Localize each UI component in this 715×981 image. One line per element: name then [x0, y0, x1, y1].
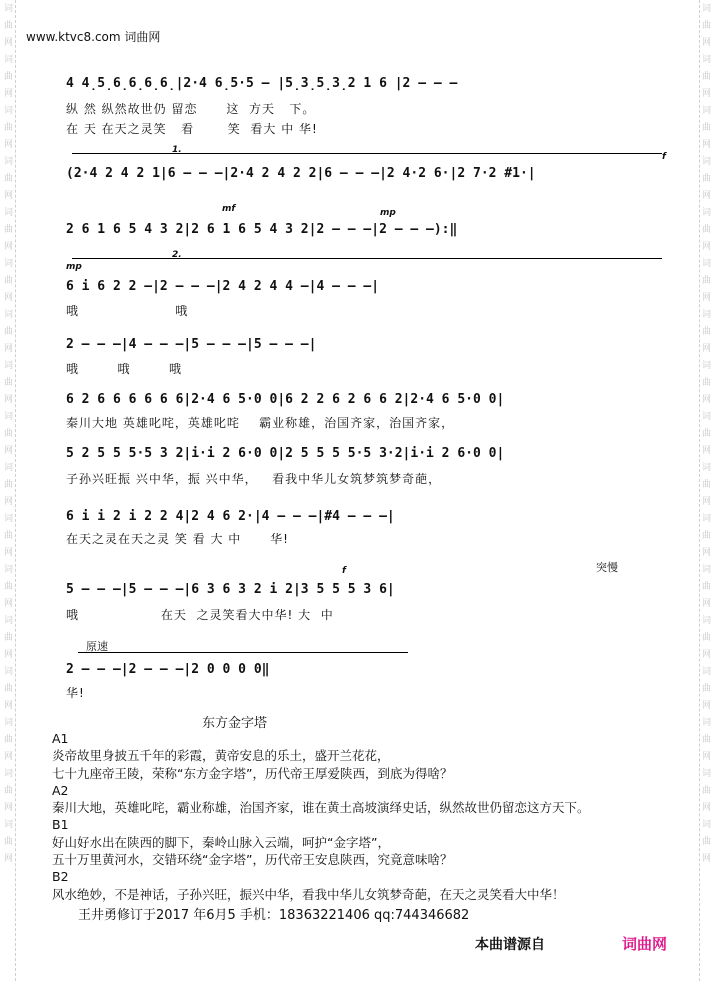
side-watermark-glyph: 网 [3, 242, 13, 252]
side-watermark-glyph: 网 [701, 497, 711, 507]
side-watermark-glyph: 词 [701, 769, 711, 779]
lyrics-line: 七十九座帝王陵，荣称“东方金字塔”，历代帝王厚爱陕西，到底为得啥？ [52, 765, 453, 781]
side-watermark-glyph: 网 [3, 650, 13, 660]
side-watermark-glyph: 网 [3, 854, 13, 864]
site-watermark: www.ktvc8.com 词曲网 [26, 30, 161, 44]
side-watermark-glyph: 网 [701, 293, 711, 303]
lyrics-line: 秦川大地，英雄叱咤，霸业称雄，治国齐家，谁在黄土高坡演绎史话，纵然故世仍留恋这方天下。 [52, 800, 590, 816]
side-watermark-glyph: 曲 [3, 276, 13, 286]
dynamic-mp-1: mp [380, 208, 396, 218]
side-watermark-glyph: 网 [701, 89, 711, 99]
side-watermark-glyph: 网 [3, 395, 13, 405]
side-watermark-glyph: 曲 [701, 735, 711, 745]
side-watermark-glyph: 网 [3, 293, 13, 303]
side-watermark-glyph: 曲 [3, 480, 13, 490]
side-watermark-glyph: 词 [3, 412, 13, 422]
side-watermark-glyph: 网 [701, 701, 711, 711]
score-row-10-notes: 2 – – –|2 – – –|2 0 0 0 0‖ [66, 662, 270, 677]
side-watermark-glyph: 网 [701, 140, 711, 150]
side-watermark-glyph: 曲 [701, 21, 711, 31]
side-watermark-glyph: 网 [3, 701, 13, 711]
score-row-9-lyrics: 哦 在天 之灵笑看大中华! 大 中 [66, 608, 334, 622]
dynamic-f-1: f [662, 152, 666, 162]
side-watermark-glyph: 网 [701, 446, 711, 456]
side-watermark-glyph: 曲 [701, 378, 711, 388]
side-watermark-glyph: 词 [3, 565, 13, 575]
side-watermark-glyph: 词 [3, 55, 13, 65]
side-watermark-glyph: 词 [701, 157, 711, 167]
side-watermark-glyph: 词 [701, 565, 711, 575]
score-row-1-lyrics-2: 在 天 在天之灵笑 看 笑 看大 中 华! [66, 122, 318, 136]
side-watermark-glyph: 词 [3, 616, 13, 626]
side-watermark-glyph: 词 [701, 820, 711, 830]
side-watermark-glyph: 词 [3, 514, 13, 524]
side-watermark-glyph: 词 [701, 208, 711, 218]
right-watermark-strip [699, 0, 713, 981]
lyrics-line: A2 [52, 782, 69, 798]
side-watermark-glyph: 曲 [3, 633, 13, 643]
side-watermark-glyph: 网 [701, 599, 711, 609]
tempo-mark-original: 原速 [86, 640, 108, 653]
volta-1-label: 1. [172, 145, 182, 155]
score-row-8-lyrics: 在天之灵在天之灵 笑 看 大 中 华! [66, 532, 289, 546]
side-watermark-glyph: 曲 [701, 786, 711, 796]
side-watermark-glyph: 网 [3, 191, 13, 201]
side-watermark-glyph: 词 [701, 718, 711, 728]
side-watermark-glyph: 网 [3, 446, 13, 456]
side-watermark-glyph: 网 [701, 38, 711, 48]
side-watermark-glyph: 词 [3, 820, 13, 830]
score-row-9-notes: 5 – – –|5 – – –|6 3 6 3 2 i 2|3 5 5 5 3 6| [66, 582, 395, 597]
side-watermark-glyph: 曲 [701, 429, 711, 439]
side-watermark-glyph: 网 [3, 599, 13, 609]
side-watermark-glyph: 曲 [701, 174, 711, 184]
lyrics-line: 风水绝妙，不是神话，子孙兴旺，振兴中华，看我中华儿女筑梦奇葩，在天之灵笑看大中华！ [52, 886, 565, 902]
score-row-7-lyrics: 子孙兴旺振 兴中华，振 兴中华， 看我中华儿女筑梦筑梦奇葩， [66, 472, 442, 486]
side-watermark-glyph: 网 [701, 650, 711, 660]
side-watermark-glyph: 曲 [3, 735, 13, 745]
lyrics-line: B2 [52, 869, 69, 885]
revision-footer: 王井勇修订于2017 年6月5 手机：18363221406 qq:744346682 [78, 908, 470, 923]
side-watermark-glyph: 曲 [701, 582, 711, 592]
side-watermark-glyph: 曲 [701, 123, 711, 133]
score-row-1-lyrics-1: 纵 然 纵然故世仍 留恋 这 方天 下。 [66, 102, 316, 116]
side-watermark-glyph: 网 [701, 803, 711, 813]
lyrics-line: 五十万里黄河水，交错环绕“金字塔”，历代帝王安息陕西，究竟意味啥？ [52, 852, 453, 868]
side-watermark-glyph: 曲 [3, 582, 13, 592]
hold-line [78, 652, 408, 653]
volta-2-label: 2. [172, 250, 182, 260]
score-row-2-notes: (2·4 2 4 2 1|6 – – –|2·4 2 4 2 2|6 – – –|2 4·2 6·|2 7·2 #1·| [66, 166, 536, 181]
score-row-5-notes: 2 – – –|4 – – –|5 – – –|5 – – –| [66, 337, 317, 352]
score-row-8-notes: 6 i i 2 i 2 2 4|2 4 6 2·|4 – – –|#4 – – –| [66, 509, 395, 524]
dynamic-mp-2: mp [66, 262, 82, 272]
side-watermark-glyph: 词 [701, 259, 711, 269]
side-watermark-glyph: 词 [701, 412, 711, 422]
tempo-mark-slow: 突慢 [596, 561, 618, 574]
score-row-4-notes: 6 i 6 2 2 –|2 – – –|2 4 2 4 4 –|4 – – –| [66, 279, 380, 294]
lyrics-line: 炎帝故里身披五千年的彩霞，黄帝安息的乐土，盛开兰花花， [52, 748, 390, 764]
side-watermark-glyph: 曲 [3, 327, 13, 337]
side-watermark-glyph: 词 [3, 667, 13, 677]
side-watermark-glyph: 曲 [701, 531, 711, 541]
side-watermark-glyph: 曲 [3, 72, 13, 82]
side-watermark-glyph: 曲 [3, 174, 13, 184]
dynamic-mf: mf [222, 204, 236, 214]
side-watermark-glyph: 曲 [3, 786, 13, 796]
side-watermark-glyph: 词 [3, 259, 13, 269]
side-watermark-glyph: 网 [701, 854, 711, 864]
side-watermark-glyph: 词 [3, 310, 13, 320]
side-watermark-glyph: 词 [701, 4, 711, 14]
side-watermark-glyph: 词 [3, 4, 13, 14]
side-watermark-glyph: 词 [701, 361, 711, 371]
source-label: 本曲谱源自 [475, 937, 545, 953]
side-watermark-glyph: 词 [3, 718, 13, 728]
side-watermark-glyph: 网 [3, 140, 13, 150]
side-watermark-glyph: 曲 [701, 72, 711, 82]
side-watermark-glyph: 曲 [3, 225, 13, 235]
side-watermark-glyph: 曲 [3, 531, 13, 541]
lyrics-text-block [52, 730, 692, 903]
score-row-3-notes: 2 6 1 6 5 4 3 2|2 6 1 6 5 4 3 2|2 – – –|2 – – –):‖ [66, 222, 458, 237]
side-watermark-glyph: 曲 [701, 225, 711, 235]
side-watermark-glyph: 网 [701, 344, 711, 354]
score-row-7-notes: 5 2 5 5 5·5 3 2|i·i 2 6·0 0|2 5 5 5 5·5 3·2|i·i 2 6·0 0| [66, 446, 505, 461]
lyrics-line: B1 [52, 817, 69, 833]
side-watermark-glyph: 曲 [701, 276, 711, 286]
volta-bracket-1 [72, 153, 662, 154]
side-watermark-glyph: 曲 [3, 429, 13, 439]
side-watermark-glyph: 曲 [701, 684, 711, 694]
side-watermark-glyph: 词 [3, 361, 13, 371]
side-watermark-glyph: 网 [3, 548, 13, 558]
side-watermark-glyph: 词 [3, 769, 13, 779]
side-watermark-glyph: 网 [3, 752, 13, 762]
score-row-10-lyrics: 华! [66, 686, 85, 700]
side-watermark-glyph: 网 [3, 38, 13, 48]
side-watermark-glyph: 网 [701, 191, 711, 201]
side-watermark-glyph: 词 [701, 616, 711, 626]
side-watermark-glyph: 词 [701, 463, 711, 473]
side-watermark-glyph: 曲 [701, 837, 711, 847]
side-watermark-glyph: 曲 [3, 21, 13, 31]
score-row-6-notes: 6 2 6 6 6 6 6 6|2·4 6 5·0 0|6 2 2 6 2 6 6 2|2·4 6 5·0 0| [66, 392, 505, 407]
side-watermark-glyph: 词 [701, 106, 711, 116]
score-row-4-lyrics: 哦 哦 [66, 304, 189, 318]
side-watermark-glyph: 词 [701, 667, 711, 677]
score-row-6-lyrics: 秦川大地 英雄叱咤，英雄叱咤 霸业称雄，治国齐家，治国齐家， [66, 416, 455, 430]
score-row-1-notes: 4 4̣5̣6̣6̣6̣6̣|2·4 6̣5·5 – |5̣3̣5̣3̣2 1 6 |2 – – – [66, 76, 458, 91]
side-watermark-glyph: 曲 [701, 327, 711, 337]
side-watermark-glyph: 词 [3, 463, 13, 473]
side-watermark-glyph: 网 [701, 548, 711, 558]
side-watermark-glyph: 曲 [3, 837, 13, 847]
side-watermark-glyph: 曲 [3, 123, 13, 133]
lyrics-line: A1 [52, 731, 69, 746]
side-watermark-glyph: 词 [3, 106, 13, 116]
lyrics-line: 好山好水出在陕西的脚下，秦岭山脉入云端，呵护“金字塔”， [52, 834, 390, 850]
score-row-5-lyrics: 哦 哦 哦 [66, 362, 183, 376]
lyrics-title: 东方金字塔 [202, 716, 268, 731]
side-watermark-glyph: 曲 [701, 633, 711, 643]
brand-link[interactable]: 词曲网 [622, 935, 668, 953]
side-watermark-glyph: 曲 [3, 684, 13, 694]
side-watermark-glyph: 网 [3, 344, 13, 354]
side-watermark-glyph: 词 [3, 208, 13, 218]
side-watermark-glyph: 词 [3, 157, 13, 167]
dynamic-f-2: f [342, 566, 346, 576]
left-watermark-strip [2, 0, 16, 981]
side-watermark-glyph: 词 [701, 55, 711, 65]
side-watermark-glyph: 曲 [3, 378, 13, 388]
side-watermark-glyph: 网 [701, 395, 711, 405]
side-watermark-glyph: 网 [701, 752, 711, 762]
side-watermark-glyph: 网 [3, 803, 13, 813]
volta-bracket-2 [72, 258, 662, 259]
side-watermark-glyph: 网 [3, 89, 13, 99]
side-watermark-glyph: 词 [701, 310, 711, 320]
side-watermark-glyph: 网 [3, 497, 13, 507]
side-watermark-glyph: 词 [701, 514, 711, 524]
side-watermark-glyph: 网 [701, 242, 711, 252]
side-watermark-glyph: 曲 [701, 480, 711, 490]
